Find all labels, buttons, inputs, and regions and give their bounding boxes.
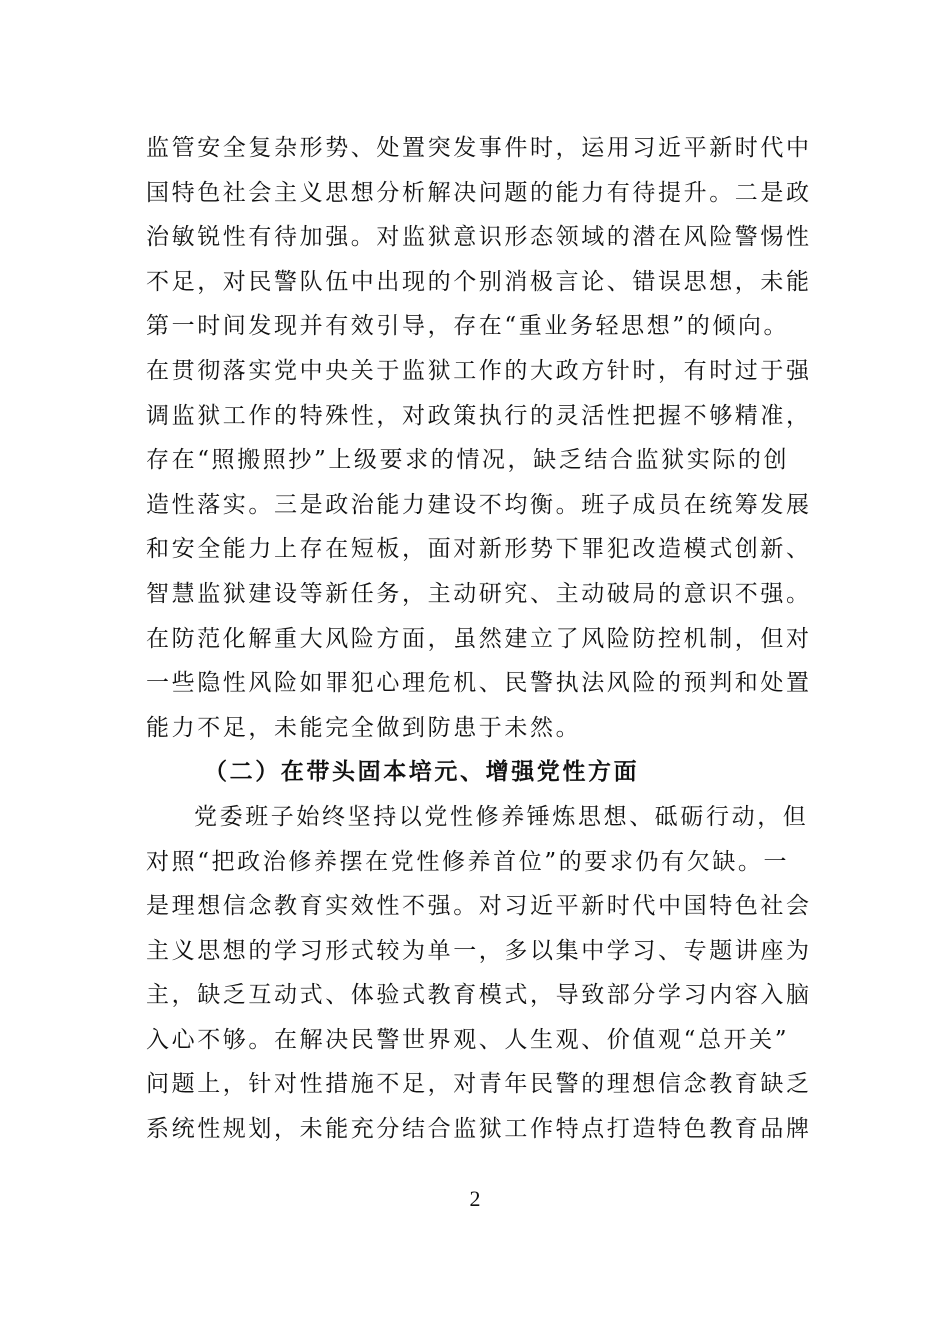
text-line: 造性落实。三是政治能力建设不均衡。班子成员在统筹发展 [146, 491, 812, 518]
text-line: 国特色社会主义思想分析解决问题的能力有待提升。二是政 [146, 179, 812, 206]
text-line: 系统性规划，未能充分结合监狱工作特点打造特色教育品牌 [146, 1116, 812, 1143]
text-line: 和安全能力上存在短板，面对新形势下罪犯改造模式创新、 [146, 536, 812, 563]
body-text [146, 126, 816, 1152]
text-line: 一些隐性风险如罪犯心理危机、民警执法风险的预判和处置 [146, 670, 812, 697]
text-line: 监管安全复杂形势、处置突发事件时，运用习近平新时代中 [146, 135, 812, 161]
text-line: 智慧监狱建设等新任务，主动研究、主动破局的意识不强。 [146, 580, 812, 607]
text-line: 入心不够。在解决民警世界观、人生观、价值观“总开关” [146, 1026, 790, 1053]
text-line: 能力不足，未能完全做到防患于未然。 [146, 714, 582, 741]
text-line: 主，缺乏互动式、体验式教育模式，导致部分学习内容入脑 [146, 982, 812, 1009]
page-number: 2 [469, 1186, 481, 1211]
section-heading: （二）在带头固本培元、增强党性方面 [204, 758, 640, 786]
text-line: 调监狱工作的特殊性，对政策执行的灵活性把握不够精准， [146, 402, 812, 429]
text-line: 第一时间发现并有效引导，存在“重业务轻思想”的倾向。 [146, 313, 790, 340]
text-line: 党委班子始终坚持以党性修养锤炼思想、砥砺行动，但 [194, 803, 809, 830]
text-line: 在贯彻落实党中央关于监狱工作的大政方针时，有时过于强 [146, 357, 812, 384]
text-line: 主义思想的学习形式较为单一，多以集中学习、专题讲座为 [146, 937, 812, 964]
text-line: 治敏锐性有待加强。对监狱意识形态领域的潜在风险警惕性 [146, 224, 812, 251]
text-line: 存在“照搬照抄”上级要求的情况，缺乏结合监狱实际的创 [146, 447, 790, 474]
text-line: 是理想信念教育实效性不强。对习近平新时代中国特色社会 [146, 893, 812, 920]
text-line: 在防范化解重大风险方面，虽然建立了风险防控机制，但对 [146, 625, 812, 652]
text-line: 问题上，针对性措施不足，对青年民警的理想信念教育缺乏 [146, 1071, 812, 1098]
text-line: 对照“把政治修养摆在党性修养首位”的要求仍有欠缺。一 [146, 848, 790, 875]
text-line: 不足，对民警队伍中出现的个别消极言论、错误思想，未能 [146, 268, 812, 295]
